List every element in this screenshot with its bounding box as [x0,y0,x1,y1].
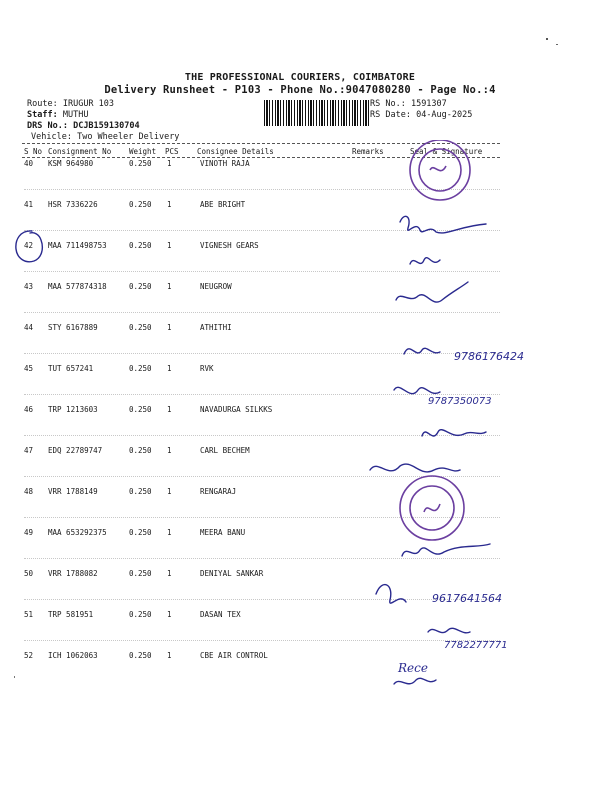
row-sno: 48 [24,487,34,496]
signature-phone-number: 7782277771 [444,640,508,651]
row-consignment: EDQ 22789747 [48,446,103,455]
signature-scribble [370,464,460,472]
row-sno: 42 [24,241,34,250]
scan-speck [546,38,548,40]
scan-speck [14,676,15,678]
row-consignment: MAA 653292375 [48,528,107,537]
col-consignee: Consignee Details [197,147,274,156]
col-weight: Weight [129,147,157,156]
row-consignment: KSM 964980 [48,159,94,168]
row-consignment: MAA 711498753 [48,241,107,250]
staff-value: MUTHU [62,110,89,120]
row-pcs: 1 [167,282,172,291]
row-consignment: VRR 1788082 [48,569,98,578]
route-value: IRUGUR 103 [62,99,115,109]
row-sno: 47 [24,446,34,455]
row-weight: 0.250 [129,528,152,537]
row-weight: 0.250 [129,405,152,414]
row-weight: 0.250 [129,159,152,168]
row-consignment: HSR 7336226 [48,200,98,209]
rs-date-line [370,110,472,120]
row-consignee: DASAN TEX [200,610,241,619]
row-pcs: 1 [167,528,172,537]
row-consignee: RENGARAJ [200,487,237,496]
signature-phone-number: 9786176424 [454,350,524,363]
row-consignment: TRP 581951 [48,610,94,619]
route-label: Route: [27,99,58,109]
row-consignee: VINOTH RAJA [200,159,250,168]
vehicle-value: Two Wheeler Delivery [77,132,180,142]
row-sno: 45 [24,364,34,373]
signature-scribble [404,348,440,354]
row-consignee: CARL BECHEM [200,446,250,455]
row-pcs: 1 [167,651,172,660]
signature-phone-number: 9787350073 [428,396,492,407]
col-sno: S No [24,147,43,156]
row-consignment: VRR 1788149 [48,487,98,496]
row-consignment: ICH 1062063 [48,651,98,660]
row-sno: 52 [24,651,34,660]
staff-label: Staff: [27,110,58,120]
row-weight: 0.250 [129,569,152,578]
signature-scribble [396,282,468,302]
row-sno: 46 [24,405,34,414]
col-seal-signature: Seal & Signature [410,147,483,156]
signature-phone-number: 9617641564 [432,592,502,605]
row-pcs: 1 [167,487,172,496]
row-consignee: RVK [200,364,214,373]
row-consignment: TRP 1213603 [48,405,98,414]
row-weight: 0.250 [129,282,152,291]
route-line [27,99,114,109]
row-pcs: 1 [167,446,172,455]
rs-no-label: RS No.: [370,99,406,109]
row-consignment: STY 6167889 [48,323,98,332]
col-remarks: Remarks [352,147,384,156]
rs-date-label: RS Date: [370,110,411,120]
drs-value: DCJB159130704 [73,121,140,131]
rs-no-value: 1591307 [410,99,447,109]
row-weight: 0.250 [129,200,152,209]
row-sno: 49 [24,528,34,537]
row-pcs: 1 [167,159,172,168]
row-sno: 50 [24,569,34,578]
row-consignee: ATHITHI [200,323,232,332]
row-consignment: MAA 577874318 [48,282,107,291]
row-sno: 41 [24,200,34,209]
signature-scribble [400,216,486,233]
scan-speck [556,44,558,45]
runsheet-subtitle: Delivery Runsheet - P103 - Phone No.:9047080280 - Page No.:4 [104,84,496,96]
company-title: THE PROFESSIONAL COURIERS, COIMBATORE [184,72,416,83]
row-pcs: 1 [167,323,172,332]
row-weight: 0.250 [129,651,152,660]
seal-signature-area [360,140,560,700]
vehicle-line [31,132,179,142]
staff-line [27,110,88,120]
row-sno: 40 [24,159,34,168]
row-sno: 51 [24,610,34,619]
handwritten-circle-mark [12,228,46,266]
round-seal-stamp [400,476,464,540]
drs-label: DRS No.: [27,121,68,131]
col-pcs: PCS [165,147,179,156]
col-consignment: Consignment No [48,147,112,156]
row-weight: 0.250 [129,364,152,373]
row-pcs: 1 [167,241,172,250]
row-weight: 0.250 [129,610,152,619]
row-pcs: 1 [167,610,172,619]
signature-scribble [394,678,436,684]
vehicle-label: Vehicle: [31,132,72,142]
rs-no-line [370,99,447,109]
row-weight: 0.250 [129,241,152,250]
signature-scribble [422,430,486,436]
signature-text: Rece [398,661,428,675]
barcode [264,100,370,126]
row-consignee: NEUGROW [200,282,232,291]
row-pcs: 1 [167,364,172,373]
row-consignee: MEERA BANU [200,528,246,537]
rs-date-value: 04-Aug-2025 [416,110,473,120]
row-pcs: 1 [167,569,172,578]
row-pcs: 1 [167,405,172,414]
row-pcs: 1 [167,200,172,209]
row-consignee: NAVADURGA SILKKS [200,405,273,414]
row-consignee: CBE AIR CONTROL [200,651,268,660]
signature-scribble [428,628,470,633]
signature-scribble [394,387,440,393]
row-consignee: DENIYAL SANKAR [200,569,264,578]
signature-scribble [376,585,406,604]
row-consignee: ABE BRIGHT [200,200,246,209]
row-sno: 44 [24,323,34,332]
row-weight: 0.250 [129,323,152,332]
company-seal-stamp [410,140,470,200]
row-sno: 43 [24,282,34,291]
row-consignment: TUT 657241 [48,364,94,373]
drs-line [27,121,140,131]
signature-scribble [402,544,490,556]
row-consignee: VIGNESH GEARS [200,241,259,250]
row-weight: 0.250 [129,446,152,455]
row-weight: 0.250 [129,487,152,496]
signature-scribble [410,258,440,264]
